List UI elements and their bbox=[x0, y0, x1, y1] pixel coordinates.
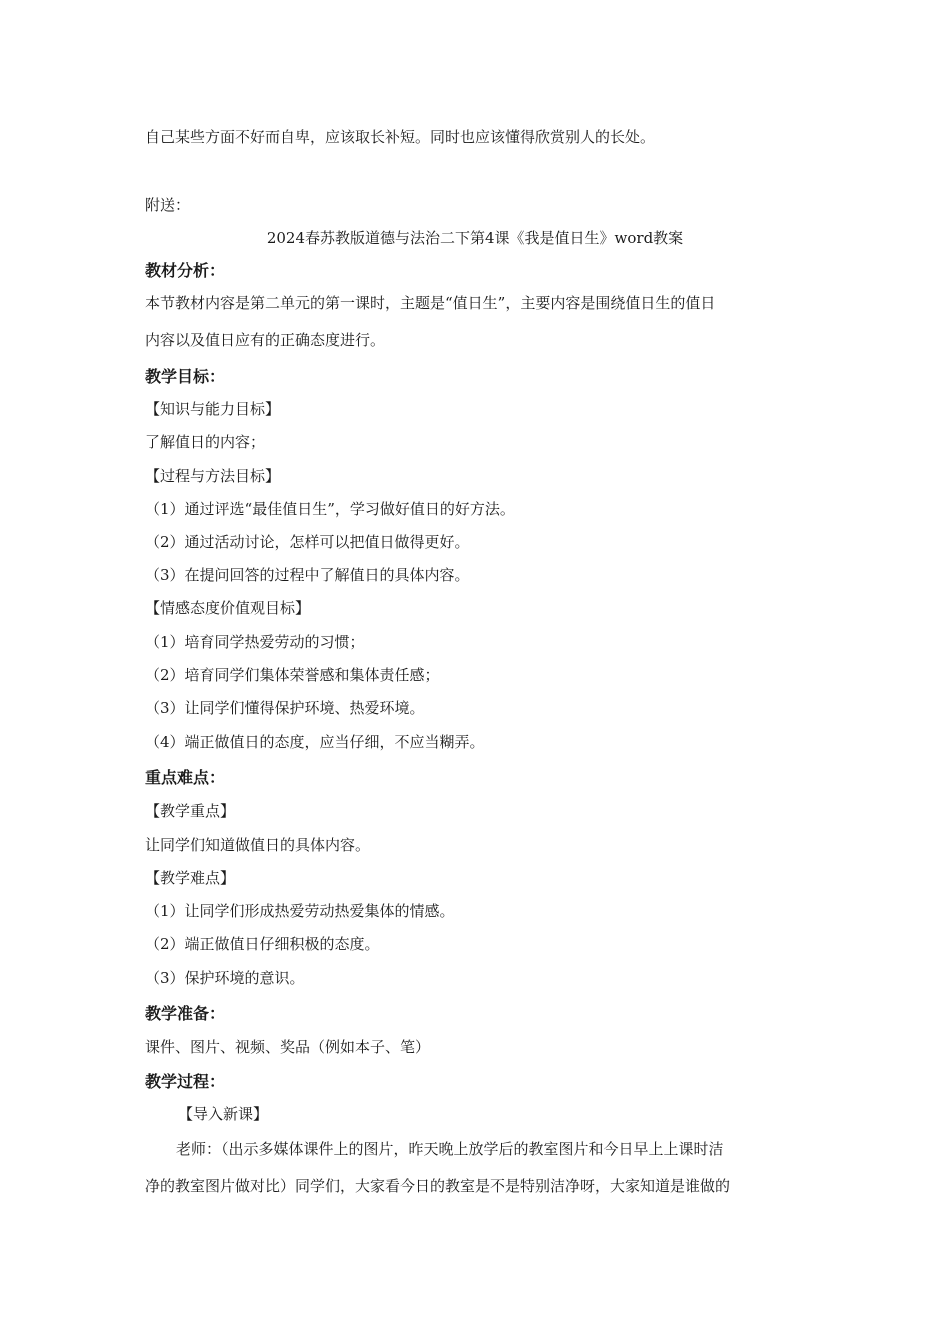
difficulty-item: （3）保护环境的意识。 bbox=[145, 969, 305, 987]
process-goal-label: 【过程与方法目标】 bbox=[145, 467, 281, 485]
focus-label: 【教学重点】 bbox=[145, 802, 236, 820]
emotion-goal-item: （2）培育同学们集体荣誉感和集体责任感； bbox=[145, 666, 440, 684]
process-goal-item: （2）通过活动讨论，怎样可以把值日做得更好。 bbox=[145, 533, 470, 551]
continued-paragraph: 自己某些方面不好而自卑，应该取长补短。同时也应该懂得欣赏别人的长处。 bbox=[145, 128, 656, 146]
section-heading-keypoints: 重点难点： bbox=[145, 768, 226, 787]
document-title: 2024春苏教版道德与法治二下第4课《我是值日生》word教案 bbox=[266, 229, 684, 247]
analysis-line: 内容以及值日应有的正确态度进行。 bbox=[145, 331, 386, 349]
process-paragraph-line: 老师：（出示多媒体课件上的图片，昨天晚上放学后的教室图片和今日早上上课时洁 bbox=[176, 1140, 724, 1158]
process-goal-item: （3）在提问回答的过程中了解值日的具体内容。 bbox=[145, 566, 470, 584]
section-heading-analysis: 教材分析： bbox=[145, 261, 226, 280]
emotion-goal-label: 【情感态度价值观目标】 bbox=[145, 599, 311, 617]
analysis-line: 本节教材内容是第二单元的第一课时，主题是“值日生”，主要内容是围绕值日生的值日 bbox=[145, 294, 716, 312]
difficulty-item: （1）让同学们形成热爱劳动热爱集体的情感。 bbox=[145, 902, 455, 920]
emotion-goal-item: （3）让同学们懂得保护环境、热爱环境。 bbox=[145, 699, 425, 717]
difficulty-item: （2）端正做值日仔细积极的态度。 bbox=[145, 935, 380, 953]
knowledge-goal-label: 【知识与能力目标】 bbox=[145, 400, 281, 418]
emotion-goal-item: （4）端正做值日的态度，应当仔细，不应当糊弄。 bbox=[145, 733, 485, 751]
process-goal-item: （1）通过评选“最佳值日生”，学习做好值日的好方法。 bbox=[145, 500, 515, 518]
appendix-label: 附送： bbox=[145, 196, 191, 214]
process-paragraph-line: 净的教室图片做对比）同学们，大家看今日的教室是不是特别洁净呀，大家知道是谁做的 bbox=[145, 1177, 731, 1195]
section-heading-goals: 教学目标： bbox=[145, 367, 226, 386]
knowledge-goal-item: 了解值日的内容； bbox=[145, 433, 266, 451]
focus-item: 让同学们知道做值日的具体内容。 bbox=[145, 836, 371, 854]
intro-lesson-label: 【导入新课】 bbox=[178, 1105, 269, 1123]
section-heading-process: 教学过程： bbox=[145, 1072, 226, 1091]
section-heading-preparation: 教学准备： bbox=[145, 1004, 226, 1023]
difficulty-label: 【教学难点】 bbox=[145, 869, 236, 887]
preparation-item: 课件、图片、视频、奖品（例如本子、笔） bbox=[145, 1038, 431, 1056]
emotion-goal-item: （1）培育同学热爱劳动的习惯； bbox=[145, 633, 365, 651]
